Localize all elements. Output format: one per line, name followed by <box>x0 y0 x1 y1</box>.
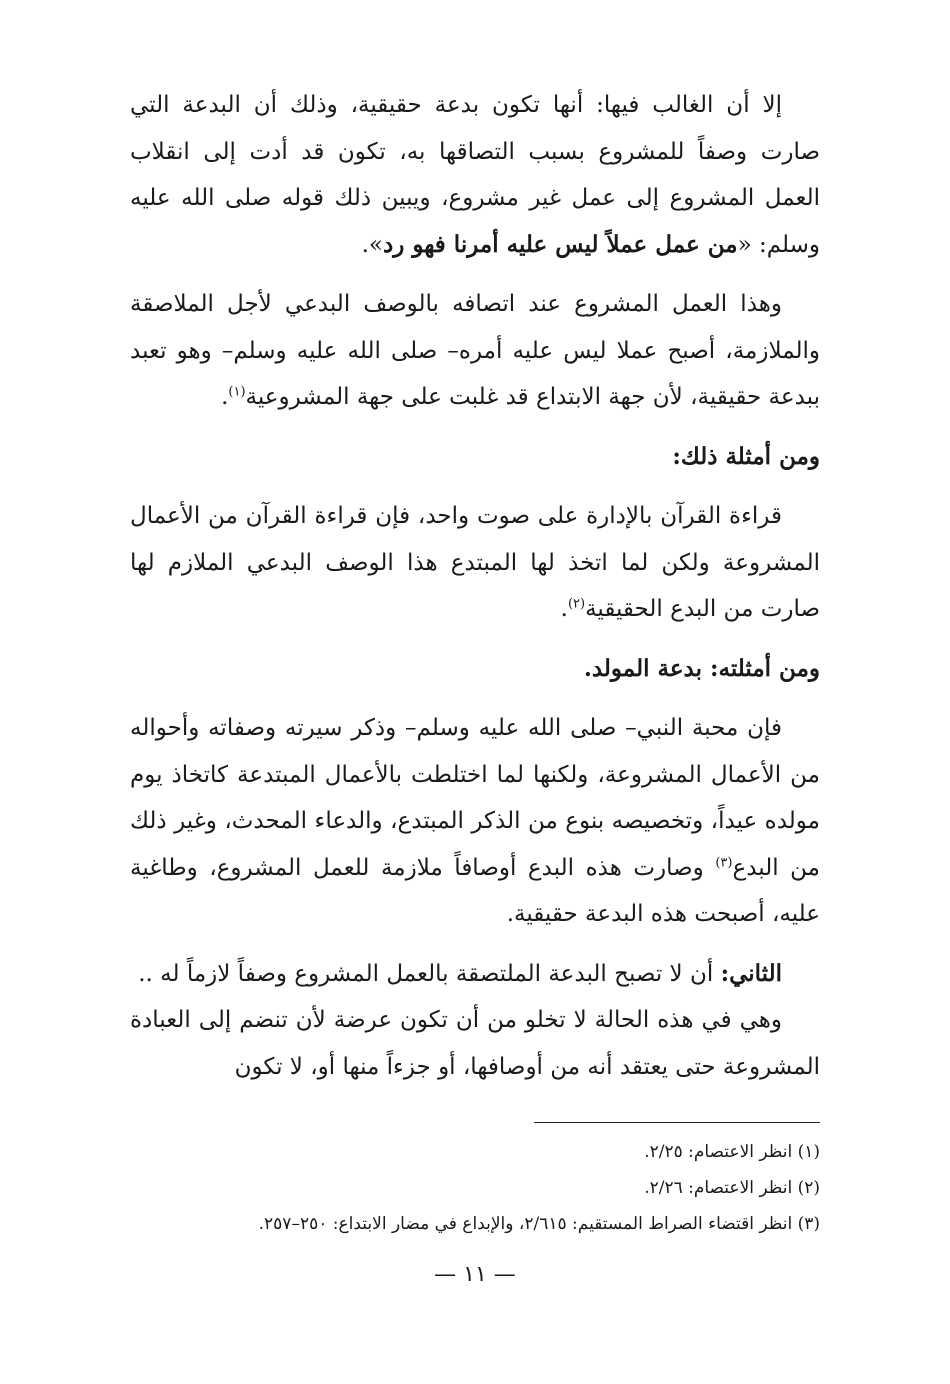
paragraph-2: وهذا العمل المشروع عند اتصافه بالوصف البدعي لأجل الملاصقة والملازمة، أصبح عملا ليس عليه أمره– صلى الله عليه وسلم– وهو تعبد ببدعة حقيقية، لأن جهة الابتداع قد غلبت على جهة المشروعية$^{(١)}$. <box>130 291 820 410</box>
hadith-quote: من عمل عملاً ليس عليه أمرنا فهو رد <box>382 230 738 258</box>
footnote-ref-1: (١) <box>228 384 246 400</box>
footnote-ref-2: (٢) <box>567 596 586 612</box>
page-number: — ١١ — <box>434 1262 516 1287</box>
paragraph-4: فإن محبة النبي– صلى الله عليه وسلم– وذكر سيرته وصفاته وأحواله من الأعمال المشروعة، ولكنها لما اختلطت بالأعمال المبتدعة كاتخاذ يوم مولده عيداً، وتخصيصه بنوع من الذكر المبتدع، والدعاء المحدث، وغير ذلك من البدع$^{(٣)}$ وصارت هذه البدع أوصافاً ملازمة للعمل المشروع، وطاغية عليه، أصبحت هذه البدعة حقيقية. <box>130 715 820 927</box>
section-heading-mawlid: ومن أمثلته: بدعة المولد. <box>583 654 820 682</box>
paragraph-6: وهي في هذه الحالة لا تخلو من أن تكون عرضة لأن تنضم إلى العبادة المشروعة حتى يعتقد أنه من أوصافها، أو جزءاً منها أو، لا تكون <box>130 1007 820 1080</box>
footnotes <box>130 1134 820 1242</box>
footnote-divider <box>534 1122 820 1123</box>
section-heading-examples: ومن أمثلة ذلك: <box>672 442 820 470</box>
paragraph-1: إلا أن الغالب فيها: أنها تكون بدعة حقيقية، وذلك أن البدعة التي صارت وصفاً للمشروع بسبب التصاقها به، تكون قد أدت إلى انقلاب العمل المشروع إلى عمل غير مشروع، ويبين ذلك قوله صلى الله عليه وسلم: «من عمل عملاً ليس عليه أمرنا فهو رد». <box>130 92 820 258</box>
second-label: الثاني: <box>720 959 782 987</box>
footnote-ref-3: (٣) <box>715 854 733 870</box>
footnote-3: (٣) انظر اقتضاء الصراط المستقيم: ٢/٦١٥، والإبداع في مضار الابتداع: ٢٥٠–٢٥٧. <box>258 1214 820 1234</box>
paragraph-5: الثاني: أن لا تصبح البدعة الملتصقة بالعمل المشروع وصفاً لازماً له .. <box>138 959 782 987</box>
footnote-1: (١) انظر الاعتصام: ٢/٢٥. <box>644 1142 820 1162</box>
main-text <box>130 82 820 1103</box>
footnote-2: (٢) انظر الاعتصام: ٢/٢٦. <box>644 1178 820 1198</box>
paragraph-3: قراءة القرآن بالإدارة على صوت واحد، فإن قراءة القرآن من الأعمال المشروعة ولكن لما اتخذ لها المبتدع هذا الوصف البدعي الملازم لها صارت من البدع الحقيقية$^{(٢)}$. <box>130 503 820 622</box>
